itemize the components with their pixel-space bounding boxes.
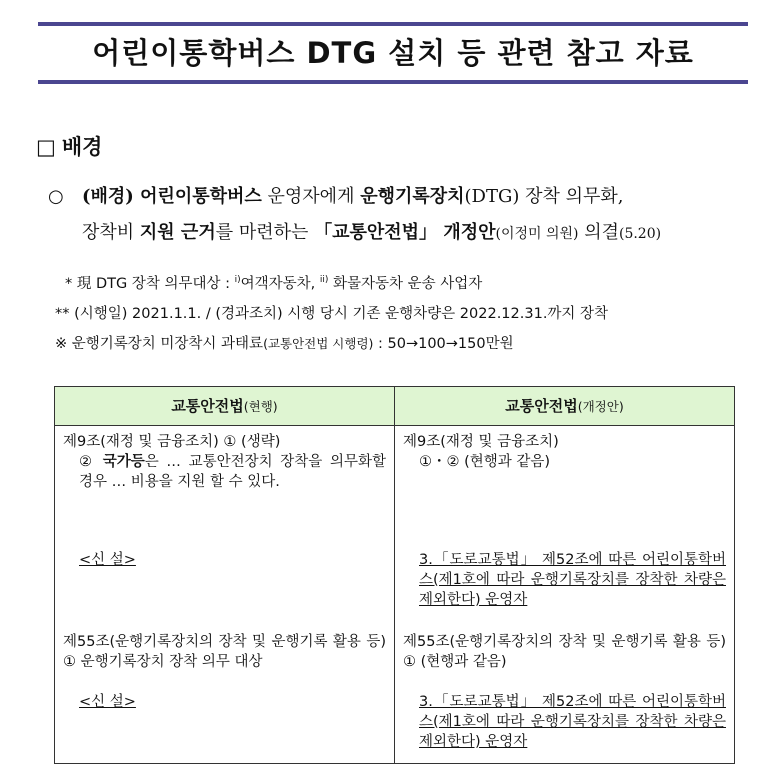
checkbox-square-icon: □ — [36, 135, 56, 159]
note-text: ※ 운행기록장치 미장착시 과태료 — [55, 335, 264, 352]
article-55-amended — [403, 632, 726, 672]
note-text: * 現 DTG 장착 의무대상 : — [65, 275, 235, 292]
article-title: 제55조(운행기록장치의 장착 및 운행기록 활용 등) ① 운행기록장치 장착 의무 대상 — [63, 634, 386, 670]
title-top-rule — [38, 22, 748, 26]
article-9-amended — [403, 432, 726, 472]
new-label: <신 설> — [79, 694, 136, 710]
resolution-date: (5.20) — [618, 226, 662, 242]
note-2: ** (시행일) 2021.1.1. / (경과조치) 시행 당시 기존 운행차량은 2022.12.31.까지 장착 — [55, 305, 609, 322]
bullet-line-2 — [82, 216, 661, 251]
added-clause-3 — [403, 550, 726, 610]
circle-bullet-icon: ○ — [48, 186, 64, 207]
new-label: <신 설> — [79, 552, 136, 568]
bullet-line-1 — [82, 180, 623, 214]
clause-bold: 국가등 — [102, 454, 145, 470]
new-clause-placeholder — [63, 692, 386, 712]
note-sup: ii) — [319, 275, 329, 285]
sponsor: (이정미 의원) — [495, 226, 579, 242]
new-clause-placeholder — [63, 550, 386, 570]
bullet-text: 장착비 — [82, 222, 140, 243]
note-1 — [65, 265, 608, 299]
note-text: (교통안전법 시행령) — [263, 335, 374, 351]
notes — [55, 265, 609, 359]
article-title: 제9조(재정 및 금융조치) — [403, 434, 559, 450]
section-heading — [36, 133, 102, 161]
amendment-name: 「교통안전법」 개정안 — [314, 222, 496, 243]
title-bottom-rule — [38, 80, 748, 84]
header-main: 교통안전법 — [171, 396, 244, 415]
bullet-text: 운영자에게 — [261, 186, 361, 207]
section-heading-text: 배경 — [61, 135, 103, 159]
header-main: 교통안전법 — [505, 396, 578, 415]
added-clause-3 — [403, 692, 726, 752]
article-title: 제9조(재정 및 금융조치) ① (생략) — [63, 434, 281, 450]
bullet-text: 의결 — [578, 222, 619, 243]
amended-law-header — [395, 387, 735, 426]
note-3 — [55, 329, 608, 359]
article-title: 제55조(운행기록장치의 장착 및 운행기록 활용 등) ① (현행과 같음) — [403, 634, 726, 670]
note-text: 화물자동차 운송 사업자 — [328, 275, 483, 292]
page-title: 어린이통학버스 DTG 설치 등 관련 참고 자료 — [92, 36, 694, 70]
comparison-table — [54, 386, 735, 764]
note-text: 여객자동차, — [240, 275, 320, 292]
bullet-lead: (배경) 어린이통학버스 — [82, 186, 262, 207]
bullet-text: (DTG) 장착 의무화, — [464, 186, 624, 207]
article-55-current — [63, 632, 386, 672]
current-law-header — [55, 387, 395, 426]
amended-law-cell — [395, 426, 735, 764]
dtg-term: 운행기록장치 — [360, 186, 465, 207]
article-clause — [63, 452, 386, 492]
note-sup: i) — [234, 275, 241, 285]
bullet-text: 를 마련하는 — [215, 222, 315, 243]
table-header-row — [55, 387, 735, 426]
note-text: : 50→100→150만원 — [373, 335, 514, 352]
support-basis: 지원 근거 — [139, 222, 216, 243]
clause-text: 은 … 교통안전장치 장착을 의무화할 경우 … 비용을 지원 할 수 있다. — [79, 454, 386, 490]
article-clause: ①・② (현행과 같음) — [419, 454, 551, 470]
article-9-current — [63, 432, 386, 492]
header-sub: (현행) — [243, 398, 278, 414]
current-law-cell — [55, 426, 395, 764]
table-row — [55, 426, 735, 764]
header-sub: (개정안) — [577, 398, 624, 414]
added-text: 3.「도로교통법」 제52조에 따른 어린이통학버스(제1호에 따라 운행기록장치를 장착한 차량은 제외한다) 운영자 — [419, 552, 726, 608]
added-text: 3.「도로교통법」 제52조에 따른 어린이통학버스(제1호에 따라 운행기록장치를 장착한 차량은 제외한다) 운영자 — [419, 694, 726, 750]
clause-num: ② — [79, 454, 103, 470]
